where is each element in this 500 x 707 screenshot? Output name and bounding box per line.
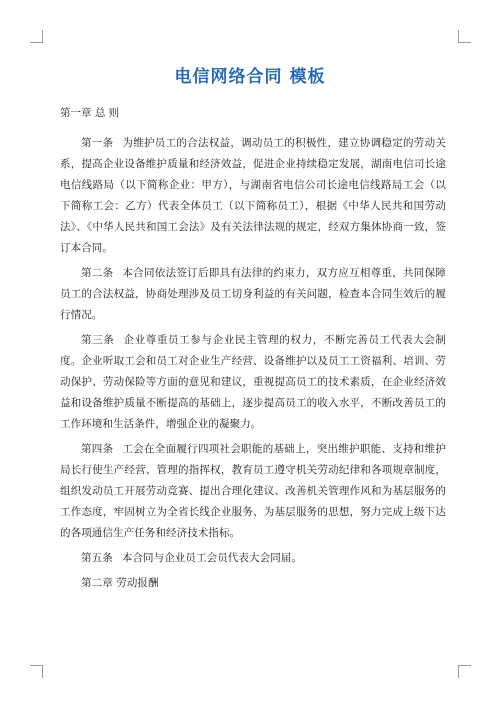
article-number: 第一条 xyxy=(81,137,114,149)
article-2 xyxy=(60,263,446,326)
article-1 xyxy=(60,133,446,259)
document-title: 电信网络合同 模板 xyxy=(174,67,326,87)
article-3 xyxy=(60,330,446,435)
crop-mark-top-left xyxy=(30,30,43,43)
article-text: 本合同与企业员工会员代表大会同届。 xyxy=(121,552,303,564)
chapter-heading-2: 第二章 劳动报酬 xyxy=(81,577,159,589)
article-text: 为维护员工的合法权益，调动员工的积极性，建立协调稳定的劳动关系，提高企业设备维护质量和经济效益，促进企业持续稳定发展，湖南电信司长途电信线路局（以下简称企业：甲方），与湖南省电信公司长途电信线路局工会（以下简称工会：乙方）代表全体员工（以下简称员工），根据《中华人民共和国劳动法》、《中华人民共和国工会法》及有关法律法规的规定，经双方集体协商一致，签订本合同。 xyxy=(60,137,446,254)
article-number: 第三条 xyxy=(81,334,115,346)
crop-mark-bottom-right xyxy=(458,665,471,678)
article-4 xyxy=(60,439,446,544)
chapter-heading-1: 第一章 总 则 xyxy=(60,107,120,119)
article-5 xyxy=(60,548,446,569)
article-number: 第五条 xyxy=(81,552,113,564)
article-text: 企业尊重员工参与企业民主管理的权力，不断完善员工代表大会制度。企业听取工会和员工对企业生产经营、设备维护以及员工工资福利、培训、劳动保护、劳动保险等方面的意见和建议，重视提高员工的技术素质，在企业经济效益和设备维护质量不断提高的基础上，逐步提高员工的收入水平，不断改善员工的工作环境和生活条件，增强企业的凝聚力。 xyxy=(60,334,446,430)
article-number: 第四条 xyxy=(81,443,114,455)
article-text: 工会在全面履行四项社会职能的基础上，突出维护职能、支持和维护局长行使生产经营、管理的指挥权，教育员工遵守机关劳动纪律和各项规章制度，组织发动员工开展劳动竞赛、提出合理化建议、改善机关管理作风和为基层服务的工作态度，牢固树立为全省长线企业服务、为基层服务的思想，努力完成上级下达的各项通信生产任务和经济技术指标。 xyxy=(60,443,446,539)
crop-mark-top-right xyxy=(458,30,471,43)
article-text: 本合同依法签订后即具有法律的约束力，双方应互相尊重，共同保障员工的合法权益，协商处理涉及员工切身利益的有关问题，检查本合同生效后的履行情况。 xyxy=(60,267,446,321)
document-body xyxy=(60,104,446,598)
crop-mark-bottom-left xyxy=(30,665,43,678)
article-number: 第二条 xyxy=(81,267,114,279)
